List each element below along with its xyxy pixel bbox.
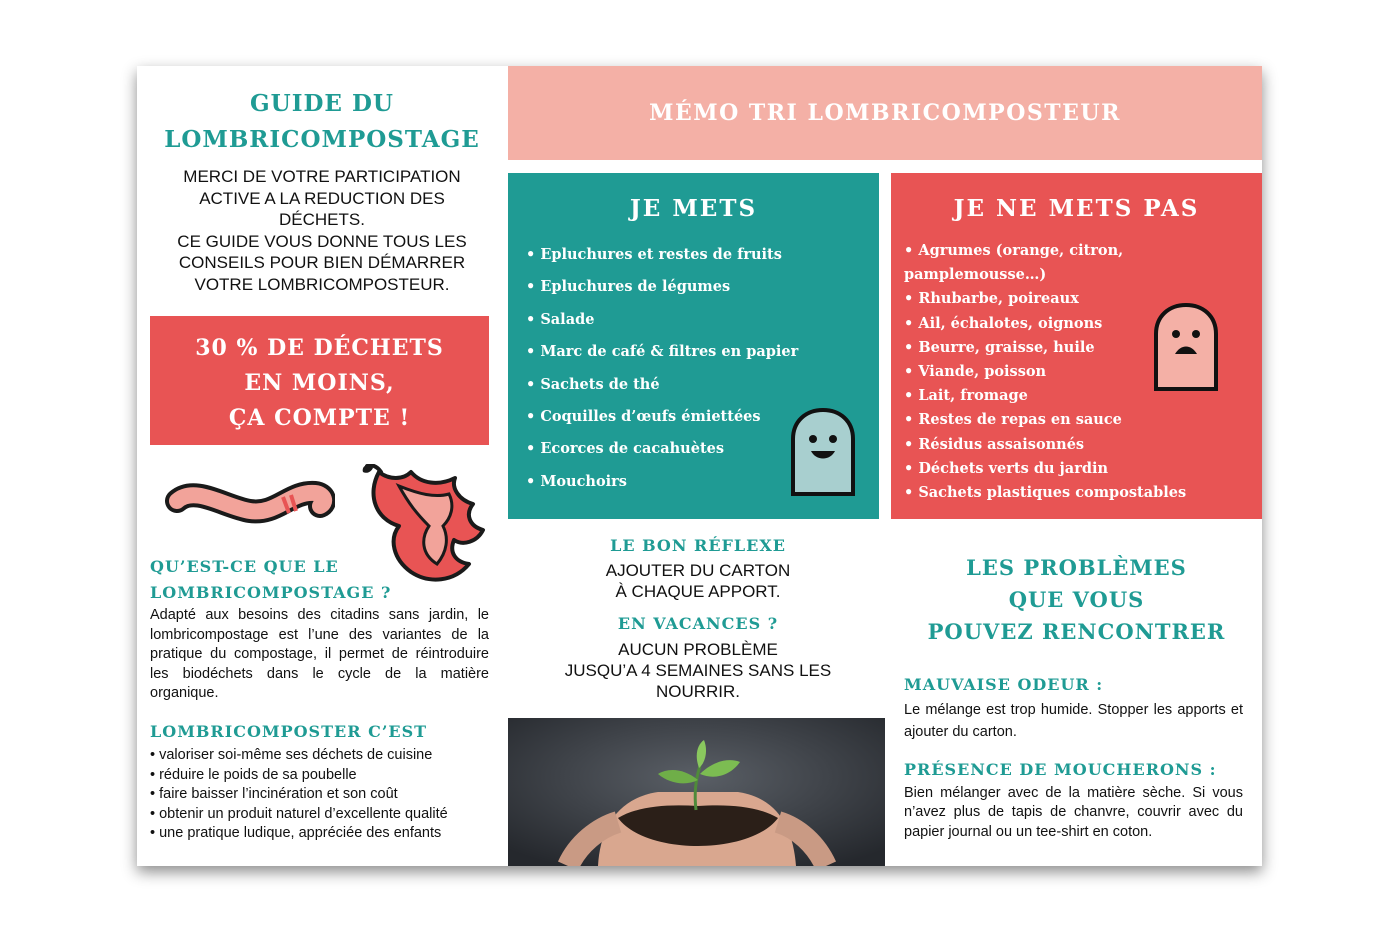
list-item: • réduire le poids de sa poubelle — [150, 766, 357, 783]
odeur-text: Le mélange est trop humide. Stopper les apports et ajouter du carton. — [904, 702, 1243, 740]
list-item: • Ail, échalotes, oignons — [904, 314, 1103, 332]
reflex-text — [508, 560, 888, 602]
question-title — [150, 554, 450, 606]
problems-title-line: QUE VOUS — [1008, 587, 1145, 612]
reduction-banner — [150, 316, 489, 445]
list-item: • faire baisser l’incinération et son coût — [150, 786, 398, 802]
intro-line: CE GUIDE VOUS DONNE TOUS LES — [177, 231, 467, 251]
moucherons-text: Bien mélanger avec de la matière sèche. Si vous n’avez plus de tapis de chanvre, couvrir avec du papier journal ou un tee-shirt en coton. — [904, 785, 1243, 840]
memo-title: MÉMO TRI LOMBRICOMPOSTEUR — [649, 100, 1121, 126]
list-item: • Beurre, graisse, huile — [904, 338, 1095, 356]
vacances-line: JUSQU’A 4 SEMAINES SANS LES — [564, 661, 832, 680]
list-item: • Sachets de thé — [526, 375, 660, 393]
banner-line: 30 % DE DÉCHETS — [195, 335, 444, 361]
list-item: pamplemousse…) — [904, 266, 1047, 284]
benefits-title: LOMBRICOMPOSTER C’EST — [150, 722, 428, 741]
problems-title — [891, 552, 1262, 648]
vacances-title: EN VACANCES ? — [617, 614, 779, 633]
moucherons-title: PRÉSENCE DE MOUCHERONS : — [904, 760, 1217, 779]
happy-ghost-icon — [790, 407, 856, 497]
list-item: • Epluchures de légumes — [526, 278, 731, 296]
banner-line: ÇA COMPTE ! — [228, 405, 411, 431]
worm-icon — [165, 471, 335, 531]
list-item: • Rhubarbe, poireaux — [904, 290, 1079, 308]
list-item: • Marc de café & filtres en papier — [526, 343, 799, 361]
reflex-line: AJOUTER DU CARTON — [605, 561, 791, 580]
list-item: • une pratique ludique, appréciée des enfants — [150, 825, 442, 841]
intro-line: DÉCHETS. — [279, 210, 365, 229]
je-mets-title: JE METS — [629, 195, 758, 222]
list-item: • Coquilles d’œufs émiettées — [526, 408, 761, 426]
list-item: • Viande, poisson — [904, 363, 1047, 381]
je-mets-list — [526, 239, 798, 498]
question-title-line-2: LOMBRICOMPOSTAGE ? — [150, 583, 392, 602]
reflex-title: LE BON RÉFLEXE — [610, 536, 786, 555]
intro-line: MERCI DE VOTRE PARTICIPATION — [183, 167, 461, 186]
memo-header — [508, 66, 1262, 160]
list-item: • Mouchoirs — [526, 472, 627, 490]
list-item: • valoriser soi-même ses déchets de cuisine — [150, 747, 433, 763]
list-item: • Restes de repas en sauce — [904, 411, 1122, 429]
benefits-list — [150, 746, 500, 844]
list-item: • Déchets verts du jardin — [904, 459, 1109, 477]
list-item: • Lait, fromage — [904, 387, 1028, 405]
reflex-line: À CHAQUE APPORT. — [615, 582, 781, 601]
seedling-photo — [508, 718, 885, 866]
je-ne-mets-pas-list — [904, 239, 1186, 505]
intro-line: ACTIVE A LA REDUCTION DES — [199, 188, 445, 208]
intro-line: VOTRE LOMBRICOMPOSTEUR. — [194, 274, 450, 294]
guide-title-line-1: GUIDE DU — [250, 90, 394, 117]
list-item: • Sachets plastiques compostables — [904, 484, 1187, 502]
list-item: • Agrumes (orange, citron, — [904, 242, 1124, 259]
vacances-line: AUCUN PROBLÈME — [618, 640, 778, 659]
list-item: • Résidus assaisonnés — [904, 435, 1085, 453]
je-ne-mets-pas-title: JE NE METS PAS — [953, 195, 1200, 222]
vacances-text — [508, 639, 888, 702]
guide-title — [137, 86, 507, 158]
vacances-line: NOURRIR. — [655, 682, 741, 701]
question-text: Adapté aux besoins des citadins sans jardin, le lombricompostage est l’une des variantes de la pratique du compostage, il permet de réintroduire les biodéchets dans le cycle de la matière organique. — [150, 607, 489, 702]
intro-text — [157, 166, 487, 295]
banner-line: EN MOINS, — [244, 370, 395, 396]
question-title-line-1: QU’EST-CE QUE LE — [150, 557, 339, 576]
problems-title-line: POUVEZ RENCONTRER — [927, 619, 1226, 644]
sad-ghost-icon — [1153, 302, 1219, 392]
problems-title-line: LES PROBLÈMES — [966, 555, 1187, 580]
list-item: • Epluchures et restes de fruits — [526, 246, 782, 263]
guide-title-line-2: LOMBRICOMPOSTAGE — [164, 126, 480, 153]
list-item: • Ecorces de cacahuètes — [526, 440, 725, 458]
brochure-sheet — [137, 66, 1262, 866]
list-item: • Salade — [526, 310, 595, 328]
odeur-title: MAUVAISE ODEUR : — [904, 675, 1104, 694]
list-item: • obtenir un produit naturel d’excellente qualité — [150, 805, 448, 822]
intro-line: CONSEILS POUR BIEN DÉMARRER — [178, 253, 466, 272]
